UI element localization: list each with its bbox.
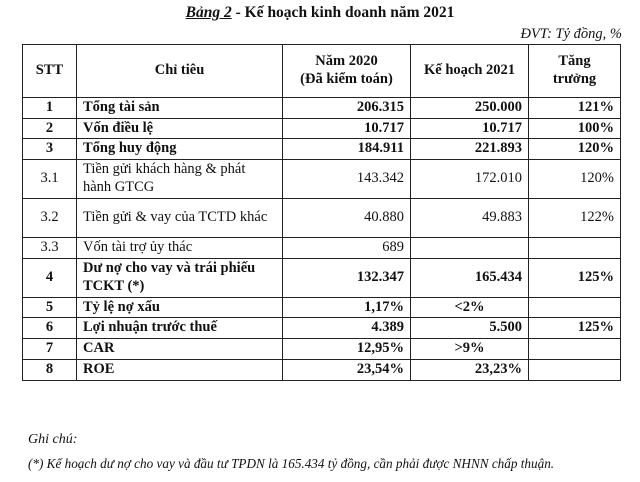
cell-plan: 172.010: [411, 160, 529, 199]
cell-plan: >9%: [411, 339, 529, 360]
table-row: [23, 139, 621, 160]
table-row: [23, 339, 621, 360]
cell-plan: 5.500: [411, 318, 529, 339]
cell-growth: 120%: [529, 139, 621, 160]
header-tang-truong: Tăng trưởng: [529, 45, 621, 98]
cell-growth: 100%: [529, 118, 621, 139]
cell-name: Tổng tài sản: [77, 98, 283, 119]
cell-name: Vốn điều lệ: [77, 118, 283, 139]
cell-growth: [529, 297, 621, 318]
cell-growth: 125%: [529, 318, 621, 339]
note-text: (*) Kế hoạch dư nợ cho vay và đầu tư TPDN là 165.434 tỷ đồng, cần phải được NHNN chấp thuận.: [28, 456, 555, 471]
business-plan-table: [22, 44, 621, 381]
table-row: [23, 98, 621, 119]
table-title: [0, 4, 640, 22]
cell-growth: 122%: [529, 199, 621, 238]
table-row: [23, 118, 621, 139]
cell-stt: 1: [23, 98, 77, 119]
cell-name: Vốn tài trợ ủy thác: [77, 238, 283, 259]
table-label: Bảng 2: [185, 4, 232, 21]
header-row: [23, 45, 621, 98]
table-row: [23, 359, 621, 380]
cell-stt: 6: [23, 318, 77, 339]
cell-growth: 120%: [529, 160, 621, 199]
cell-2020: 689: [283, 238, 411, 259]
cell-name: Lợi nhuận trước thuế: [77, 318, 283, 339]
header-stt: STT: [23, 45, 77, 98]
cell-2020: 1,17%: [283, 297, 411, 318]
cell-name: ROE: [77, 359, 283, 380]
cell-growth: [529, 359, 621, 380]
cell-name: Tổng huy động: [77, 139, 283, 160]
cell-plan: 165.434: [411, 258, 529, 297]
cell-2020: 143.342: [283, 160, 411, 199]
cell-growth: 121%: [529, 98, 621, 119]
cell-growth: [529, 339, 621, 360]
header-ke-hoach: Kế hoạch 2021: [411, 45, 529, 98]
cell-growth: [529, 238, 621, 259]
cell-plan: 23,23%: [411, 359, 529, 380]
header-nam-2020-line2: (Đã kiểm toán): [300, 71, 393, 87]
cell-plan: 221.893: [411, 139, 529, 160]
cell-plan: 250.000: [411, 98, 529, 119]
unit-label: ĐVT: Tỷ đồng, %: [520, 26, 622, 42]
table-row: [23, 297, 621, 318]
cell-name: CAR: [77, 339, 283, 360]
header-nam-2020-line1: Năm 2020: [315, 53, 378, 70]
cell-stt: 7: [23, 339, 77, 360]
cell-stt: 3.1: [23, 160, 77, 199]
cell-stt: 3.2: [23, 199, 77, 238]
cell-2020: 12,95%: [283, 339, 411, 360]
table-title-text: - Kế hoạch kinh doanh năm 2021: [231, 4, 455, 21]
cell-plan: 10.717: [411, 118, 529, 139]
cell-stt: 4: [23, 258, 77, 297]
cell-2020: 206.315: [283, 98, 411, 119]
cell-stt: 5: [23, 297, 77, 318]
table-row: [23, 199, 621, 238]
cell-2020: 40.880: [283, 199, 411, 238]
cell-stt: 3: [23, 139, 77, 160]
cell-2020: 4.389: [283, 318, 411, 339]
table-row: [23, 238, 621, 259]
cell-growth: 125%: [529, 258, 621, 297]
cell-stt: 8: [23, 359, 77, 380]
cell-2020: 132.347: [283, 258, 411, 297]
cell-plan: <2%: [411, 297, 529, 318]
cell-name: Dư nợ cho vay và trái phiếu TCKT (*): [77, 258, 283, 297]
header-chi-tieu: Chỉ tiêu: [77, 45, 283, 98]
cell-stt: 3.3: [23, 238, 77, 259]
note-title: Ghi chú:: [28, 432, 78, 447]
cell-name: Tỷ lệ nợ xấu: [77, 297, 283, 318]
cell-plan: 49.883: [411, 199, 529, 238]
cell-name: Tiền gửi & vay của TCTD khác: [77, 199, 283, 238]
table-row: [23, 160, 621, 199]
cell-stt: 2: [23, 118, 77, 139]
cell-name: Tiền gửi khách hàng & phát hành GTCG: [77, 160, 283, 199]
cell-2020: 184.911: [283, 139, 411, 160]
cell-2020: 23,54%: [283, 359, 411, 380]
table-row: [23, 258, 621, 297]
header-nam-2020: [283, 45, 411, 98]
cell-2020: 10.717: [283, 118, 411, 139]
table-row: [23, 318, 621, 339]
cell-plan: [411, 238, 529, 259]
